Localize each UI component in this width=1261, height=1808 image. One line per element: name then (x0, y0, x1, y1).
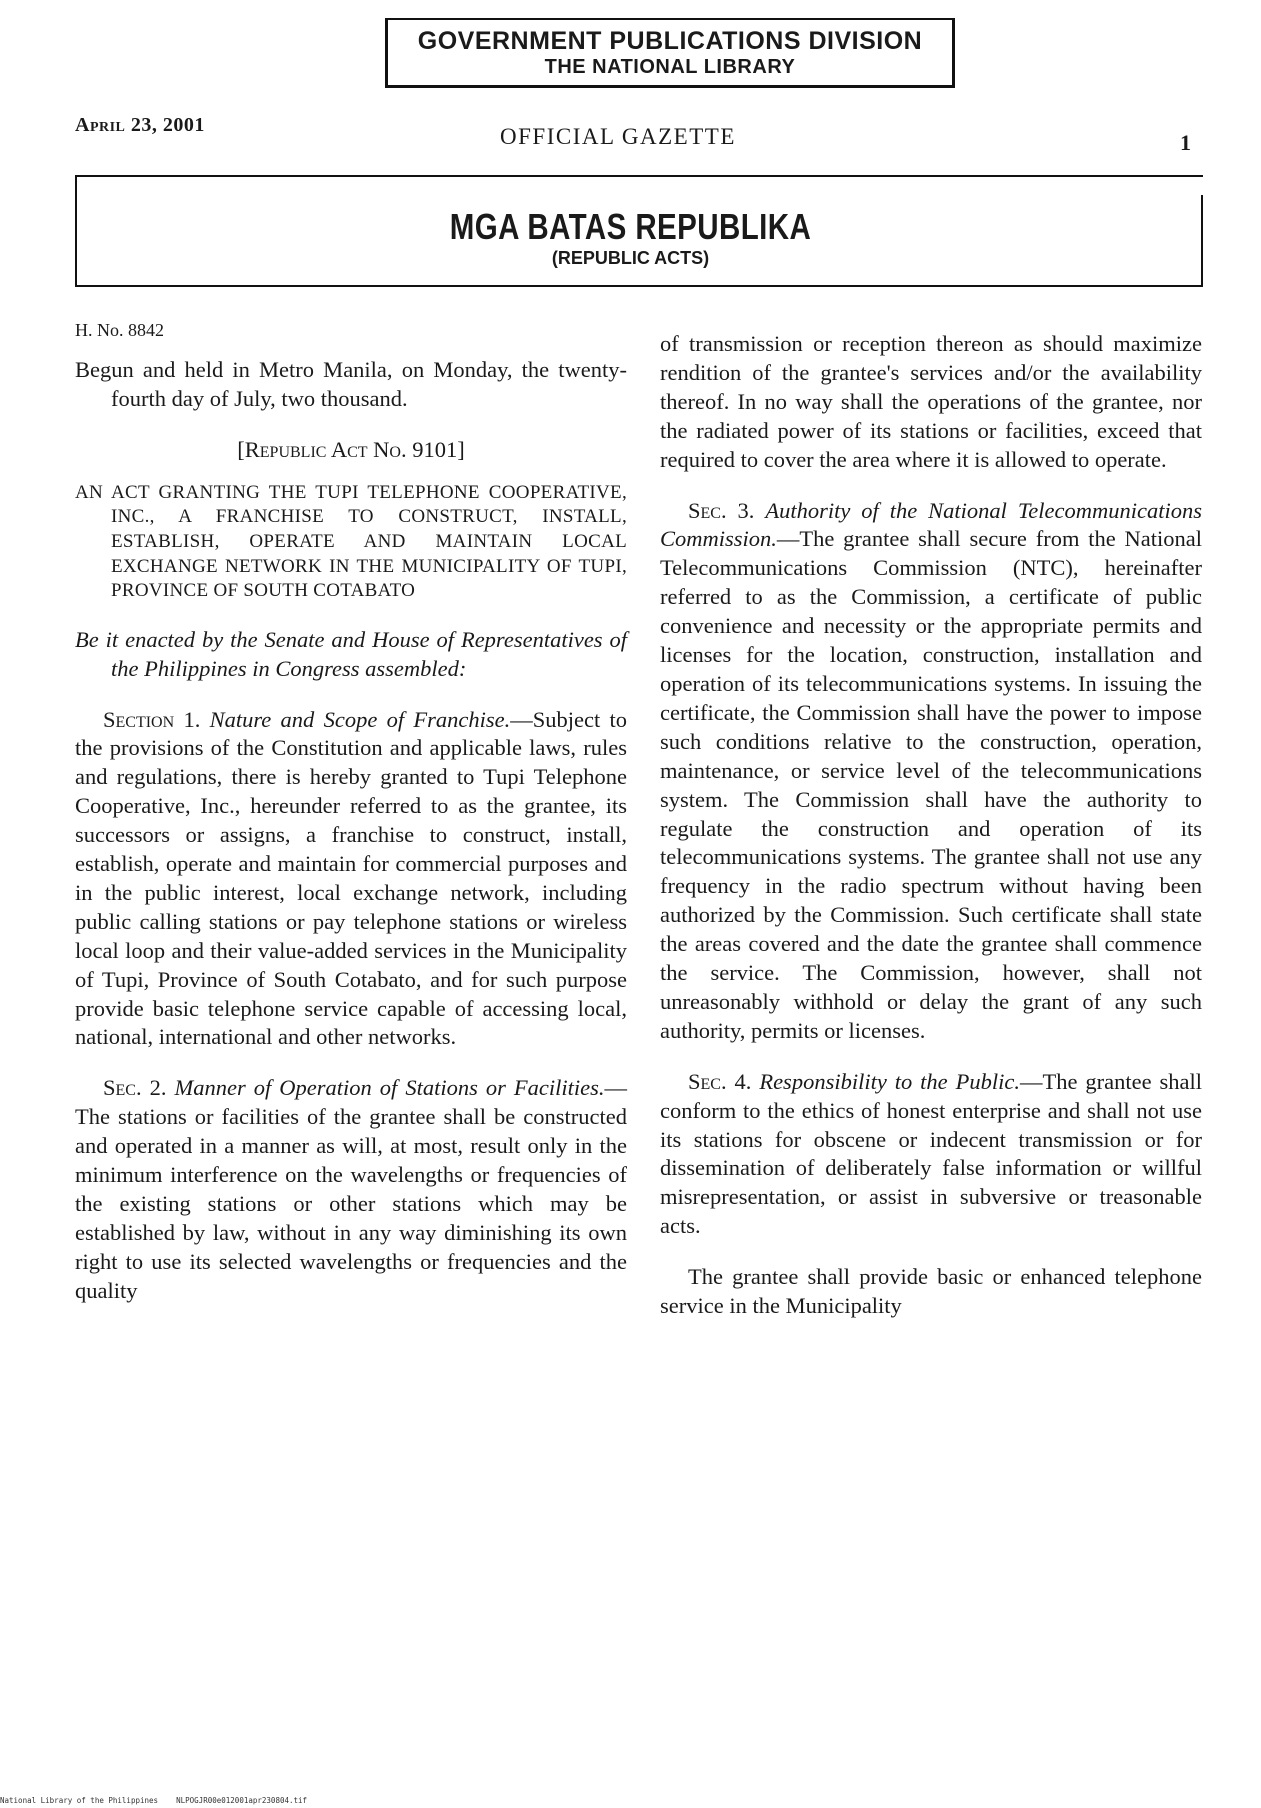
section-3 (660, 497, 1202, 1046)
act-title: AN ACT GRANTING THE TUPI TELEPHONE COOPERATIVE, INC., A FRANCHISE TO CONSTRUCT, INSTALL, ESTABLISH, OPERATE AND MAINTAIN LOCAL EXCHANGE NETWORK IN THE MUNICIPALITY OF TUPI, PROVINCE OF SOUTH COTABATO (75, 481, 627, 602)
section-4-heading: Responsibility to the Public. (759, 1068, 1020, 1094)
section-2-body: —The stations or facilities of the grantee shall be constructed and operated in a manner as will, at most, result only in the minimum interference on the wavelengths or frequencies of the existing stations or other stations which may be established by law, without in any way diminishing its own right to use its selected wavelengths or frequencies and the quality (75, 1075, 627, 1303)
section-4-paragraph-2: The grantee shall provide basic or enhanced telephone service in the Municipality (660, 1264, 1202, 1319)
section-4 (660, 1068, 1202, 1241)
section-3-label: Sec. 3. (688, 497, 755, 523)
section-4-label: Sec. 4. (688, 1068, 752, 1094)
section-subtitle: (REPUBLIC ACTS) (551, 248, 710, 268)
section-1-heading: Nature and Scope of Franchise. (209, 706, 511, 732)
header-rule-bottom (75, 285, 1203, 287)
stamp-line-1: GOVERNMENT PUBLICATIONS DIVISION (417, 27, 923, 55)
section-title: MGA BATAS REPUBLIKA (449, 206, 812, 247)
section-2 (75, 1074, 627, 1305)
section-1-label: Section 1. (103, 706, 201, 732)
section-2-heading: Manner of Operation of Stations or Facilities. (174, 1075, 605, 1101)
running-head-date: April 23, 2001 (75, 114, 205, 136)
section-2-label: Sec. 2. (103, 1075, 167, 1101)
header-rule-top (75, 175, 1203, 177)
section-3-body: —The grantee shall secure from the National Telecommunications Commission (NTC), hereinafter referred to as the Commission, a certificate of public convenience and necessity or the appropriate permits and licenses for the location, construction, installation and operation of its telecommunications systems. In issuing the certificate, the Commission shall have the power to impose such conditions relative to the construction, operation, maintenance, or service level of the telecommunications system. The Commission shall have the authority to regulate the construction and operation of its telecommunications systems. The grantee shall not use any frequency in the radio spectrum without having been authorized by the Commission. Such certificate shall state the areas covered and the date the grantee shall commence the service. The Commission, however, shall not unreasonably withhold or delay the grant of any such authority, permits or licenses. (660, 526, 1202, 1043)
library-stamp (385, 18, 955, 88)
enacting-clause: Be it enacted by the Senate and House of Representatives of the Philippines in Congress assembled: (75, 626, 627, 681)
section-3-heading: Authority of the National Telecommunications Commission. (660, 497, 1202, 552)
running-head-title: OFFICIAL GAZETTE (500, 124, 736, 149)
footer-source: National Library of the Philippines (0, 1796, 159, 1805)
section-2-continued: of transmission or reception thereon as should maximize rendition of the grantee's services and/or the availability thereof. In no way shall the operations of the grantee, nor the radiated power of its stations or facilities, exceed that required to cover the area where it is allowed to operate. (660, 331, 1202, 472)
footer-file: NLPOGJR00e012001apr230804.tif (176, 1796, 308, 1805)
stamp-line-2: THE NATIONAL LIBRARY (544, 56, 796, 78)
header-rule-right (1201, 195, 1203, 285)
act-number: [Republic Act No. 9101] (237, 436, 465, 462)
page-number: 1 (1180, 130, 1191, 155)
section-1-body: —Subject to the provisions of the Constitution and applicable laws, rules and regulations, there is hereby granted to Tupi Telephone Cooperative, Inc., hereunder referred to as the grantee, its successors or assigns, a franchise to construct, install, establish, operate and maintain for commercial purposes and in the public interest, local exchange network, including public calling stations or pay telephone stations or wireless local loop and their value-added services in the Municipality of Tupi, Province of South Cotabato, and for such purpose provide basic telephone service capable of accessing local, national, international and other networks. (75, 706, 628, 1050)
session-statement: Begun and held in Metro Manila, on Monday, the twenty-fourth day of July, two thousand. (75, 357, 627, 411)
section-4-body: —The grantee shall conform to the ethics of honest enterprise and shall not use its stations for obscene or indecent transmission or for dissemination of deliberately false information or willful misrepresentation, or assist in subversive or treasonable acts. (660, 1068, 1202, 1239)
section-1 (75, 706, 627, 1053)
right-column (660, 330, 1202, 1321)
bill-number: H. No. 8842 (75, 320, 164, 340)
scan-footer (0, 1796, 307, 1805)
left-column (75, 318, 627, 1306)
